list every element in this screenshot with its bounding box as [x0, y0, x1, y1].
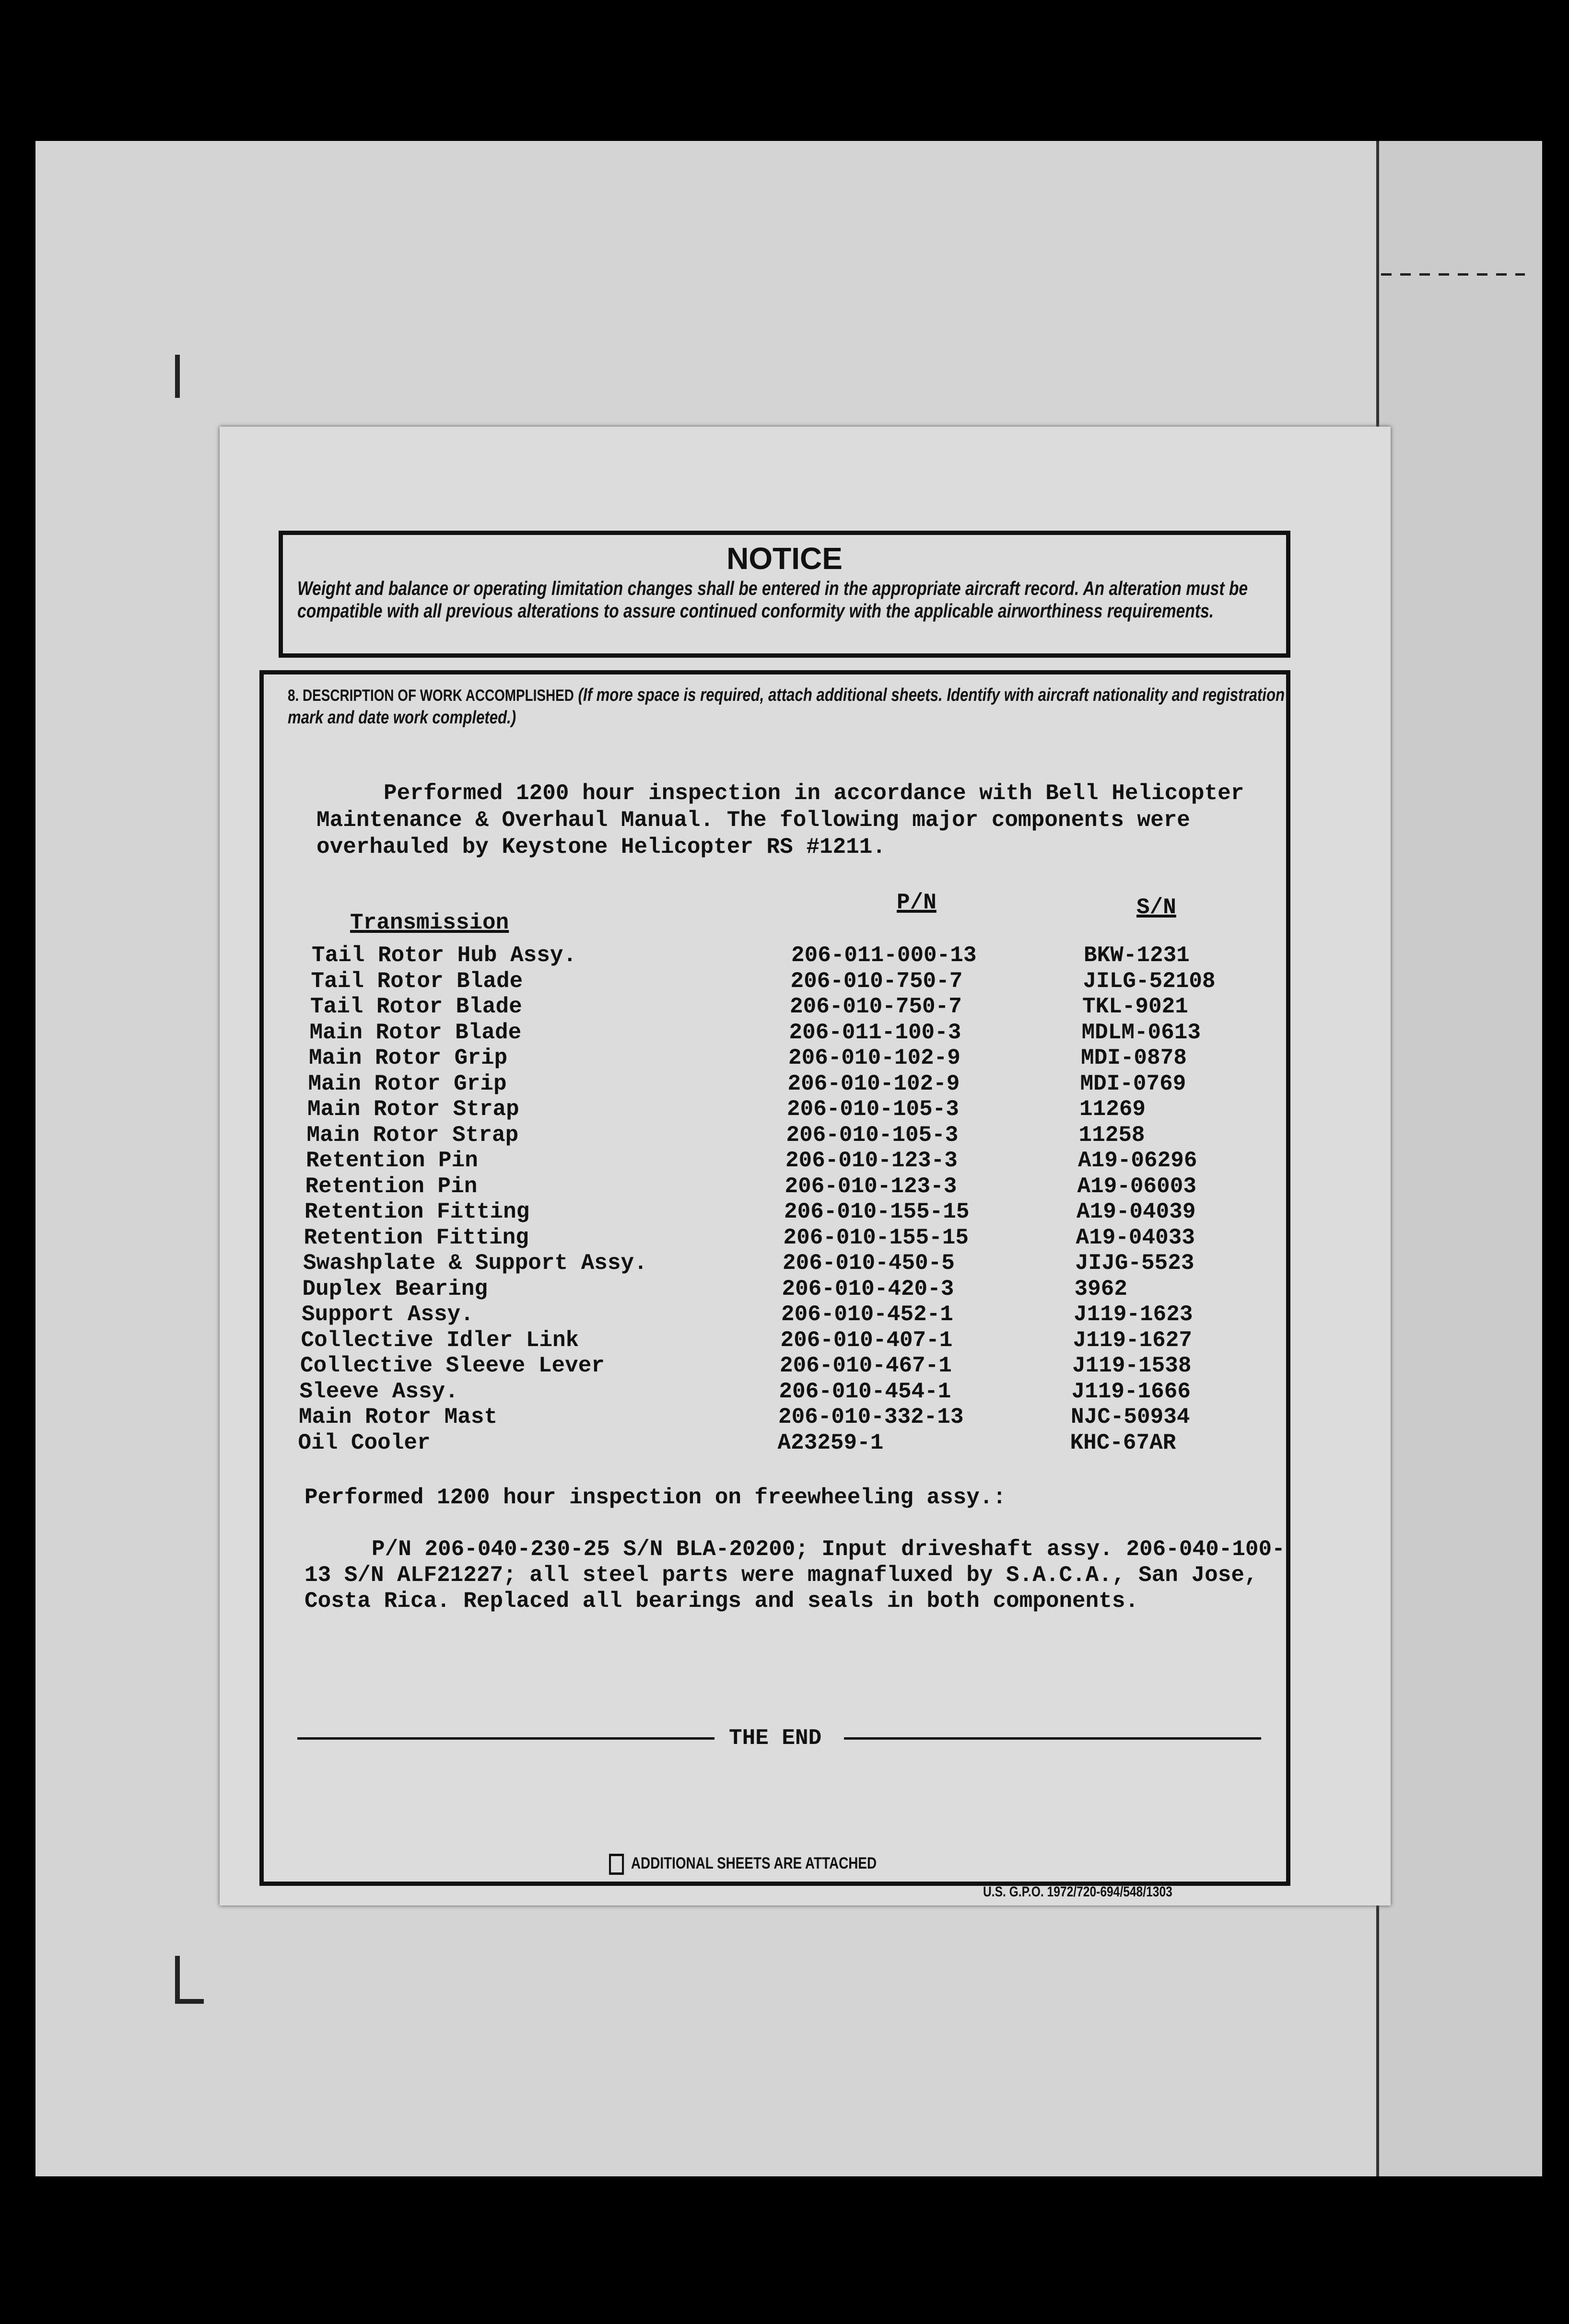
corner-mark-bottom-foot	[175, 1999, 204, 2004]
end-marker	[297, 1726, 1261, 1750]
serial-number: 3962	[1074, 1276, 1127, 1301]
component-name: Main Rotor Blade	[309, 1020, 522, 1045]
part-number: 206-010-155-15	[784, 1199, 970, 1224]
part-number: 206-010-750-7	[790, 994, 962, 1019]
serial-number: J119-1538	[1072, 1353, 1192, 1378]
component-name: Tail Rotor Hub Assy.	[312, 943, 577, 968]
component-name: Retention Fitting	[304, 1225, 529, 1250]
header-transmission: Transmission	[350, 910, 509, 935]
table-row	[309, 1020, 1319, 1046]
intro-text: Performed 1200 hour inspection in accordance with Bell Helicopter Maintenance & Overhaul Manual. The following major components were overhauled by Keystone Helicopter RS #1211.	[316, 781, 1244, 860]
part-number: 206-010-454-1	[779, 1379, 951, 1404]
gpo-footer: U.S. G.P.O. 1972/720-694/548/1303	[983, 1884, 1172, 1900]
component-name: Main Rotor Mast	[299, 1405, 498, 1429]
part-number: 206-010-155-15	[783, 1225, 969, 1250]
component-name: Collective Idler Link	[301, 1327, 579, 1353]
serial-number: JILG-52108	[1083, 968, 1216, 994]
table-row	[302, 1302, 1319, 1328]
table-row	[305, 1174, 1319, 1200]
serial-number: J119-1623	[1074, 1302, 1193, 1327]
corner-mark-top	[175, 355, 180, 398]
end-text: THE END	[729, 1726, 822, 1751]
part-number: 206-010-102-9	[787, 1071, 960, 1096]
component-name: Main Rotor Strap	[306, 1122, 519, 1148]
serial-number: JIJG-5523	[1075, 1251, 1194, 1276]
serial-number: J119-1666	[1071, 1379, 1191, 1404]
serial-number: KHC-67AR	[1070, 1430, 1176, 1455]
freewheeling-section	[304, 1485, 1288, 1614]
table-row	[306, 1148, 1319, 1174]
part-number: 206-010-750-7	[790, 968, 963, 994]
table-row	[301, 1327, 1319, 1354]
component-name: Support Assy.	[302, 1302, 474, 1327]
table-row	[308, 1071, 1319, 1097]
additional-sheets	[609, 1854, 877, 1875]
serial-number: BKW-1231	[1084, 943, 1190, 968]
table-row	[302, 1276, 1319, 1302]
part-number: 206-010-123-3	[784, 1174, 957, 1199]
part-number: 206-010-452-1	[781, 1302, 953, 1327]
table-row	[300, 1353, 1319, 1379]
table-row	[312, 994, 1319, 1020]
serial-number: MDI-0878	[1081, 1046, 1187, 1070]
component-name: Collective Sleeve Lever	[300, 1353, 605, 1378]
notice-text: Weight and balance or operating limitation changes shall be entered in the appropriate aircraft record. An alteration must be compatible with all previous alterations to assure continued conformity with the applicable airworthiness requirements.	[297, 577, 1248, 622]
table-row	[312, 943, 1319, 969]
additional-sheets-label: ADDITIONAL SHEETS ARE ATTACHED	[631, 1854, 877, 1872]
serial-number: A19-06003	[1077, 1174, 1196, 1199]
table-row	[304, 1225, 1319, 1251]
table-row	[299, 1405, 1319, 1430]
end-rule-right	[844, 1737, 1261, 1740]
table-row	[298, 1430, 1319, 1456]
component-name: Main Rotor Strap	[307, 1097, 519, 1122]
component-name: Retention Pin	[306, 1148, 478, 1173]
table-row	[307, 1097, 1319, 1123]
part-number: 206-011-000-13	[791, 943, 977, 968]
header-pn: P/N	[897, 890, 937, 915]
additional-sheets-checkbox[interactable]	[609, 1854, 624, 1875]
components-table	[298, 885, 1319, 1461]
serial-number: A19-06296	[1078, 1148, 1197, 1173]
component-name: Main Rotor Grip	[309, 1046, 508, 1070]
serial-number: 11269	[1079, 1097, 1146, 1122]
serial-number: A19-04039	[1077, 1199, 1196, 1224]
section-title: 8. DESCRIPTION OF WORK ACCOMPLISHED	[288, 686, 574, 705]
part-number: 206-010-332-13	[778, 1405, 964, 1429]
table-row	[304, 1199, 1319, 1225]
part-number: 206-010-123-3	[785, 1148, 958, 1173]
part-number: 206-010-105-3	[787, 1097, 959, 1122]
table-row	[303, 1251, 1319, 1277]
part-number: 206-010-407-1	[780, 1327, 953, 1353]
corner-mark-bottom	[175, 1956, 180, 2004]
component-name: Tail Rotor Blade	[311, 968, 523, 994]
part-number: A23259-1	[777, 1430, 884, 1455]
part-number: 206-010-450-5	[783, 1251, 955, 1276]
intro-paragraph	[316, 780, 1276, 860]
freewheeling-title: Performed 1200 hour inspection on freewheeling assy.:	[304, 1485, 1007, 1510]
part-number: 206-010-105-3	[786, 1122, 959, 1148]
component-name: Tail Rotor Blade	[310, 994, 522, 1019]
table-row	[299, 1379, 1319, 1405]
component-name: Oil Cooler	[298, 1430, 431, 1455]
part-number: 206-010-467-1	[780, 1353, 952, 1378]
dashed-mark	[1381, 273, 1525, 276]
freewheeling-text: P/N 206-040-230-25 S/N BLA-20200; Input driveshaft assy. 206-040-100-13 S/N ALF21227; all steel parts were magnafluxed by S.A.C.A., San Jose, Costa Rica. Replaced all bearings and seals in both components.	[304, 1537, 1285, 1614]
section-heading	[288, 684, 1290, 729]
section-instruction: (If more space is required, attach additional sheets. Identify with aircraft nationality and registration mark and date work completed.)	[288, 685, 1285, 728]
serial-number: 11258	[1078, 1122, 1145, 1148]
description-section	[259, 670, 1290, 1886]
component-name: Swashplate & Support Assy.	[303, 1251, 647, 1276]
notice-box	[279, 531, 1290, 658]
part-number: 206-010-102-9	[788, 1046, 960, 1070]
serial-number: J119-1627	[1073, 1327, 1192, 1353]
end-rule-left	[297, 1737, 714, 1740]
component-name: Retention Fitting	[304, 1199, 530, 1224]
component-name: Retention Pin	[305, 1174, 478, 1199]
component-name: Sleeve Assy.	[299, 1379, 458, 1404]
component-name: Main Rotor Grip	[308, 1071, 507, 1096]
serial-number: MDLM-0613	[1081, 1020, 1201, 1045]
serial-number: NJC-50934	[1071, 1405, 1190, 1429]
notice-title: NOTICE	[726, 541, 843, 576]
right-sheet	[1376, 141, 1542, 2176]
component-name: Duplex Bearing	[302, 1276, 488, 1301]
table-row	[309, 1046, 1319, 1071]
table-header	[312, 885, 1319, 935]
part-number: 206-011-100-3	[789, 1020, 961, 1045]
serial-number: MDI-0769	[1080, 1071, 1186, 1096]
table-row	[306, 1122, 1319, 1149]
serial-number: TKL-9021	[1082, 994, 1188, 1019]
table-row	[312, 969, 1319, 995]
part-number: 206-010-420-3	[782, 1276, 954, 1301]
header-sn: S/N	[1136, 895, 1176, 920]
serial-number: A19-04033	[1076, 1225, 1195, 1250]
